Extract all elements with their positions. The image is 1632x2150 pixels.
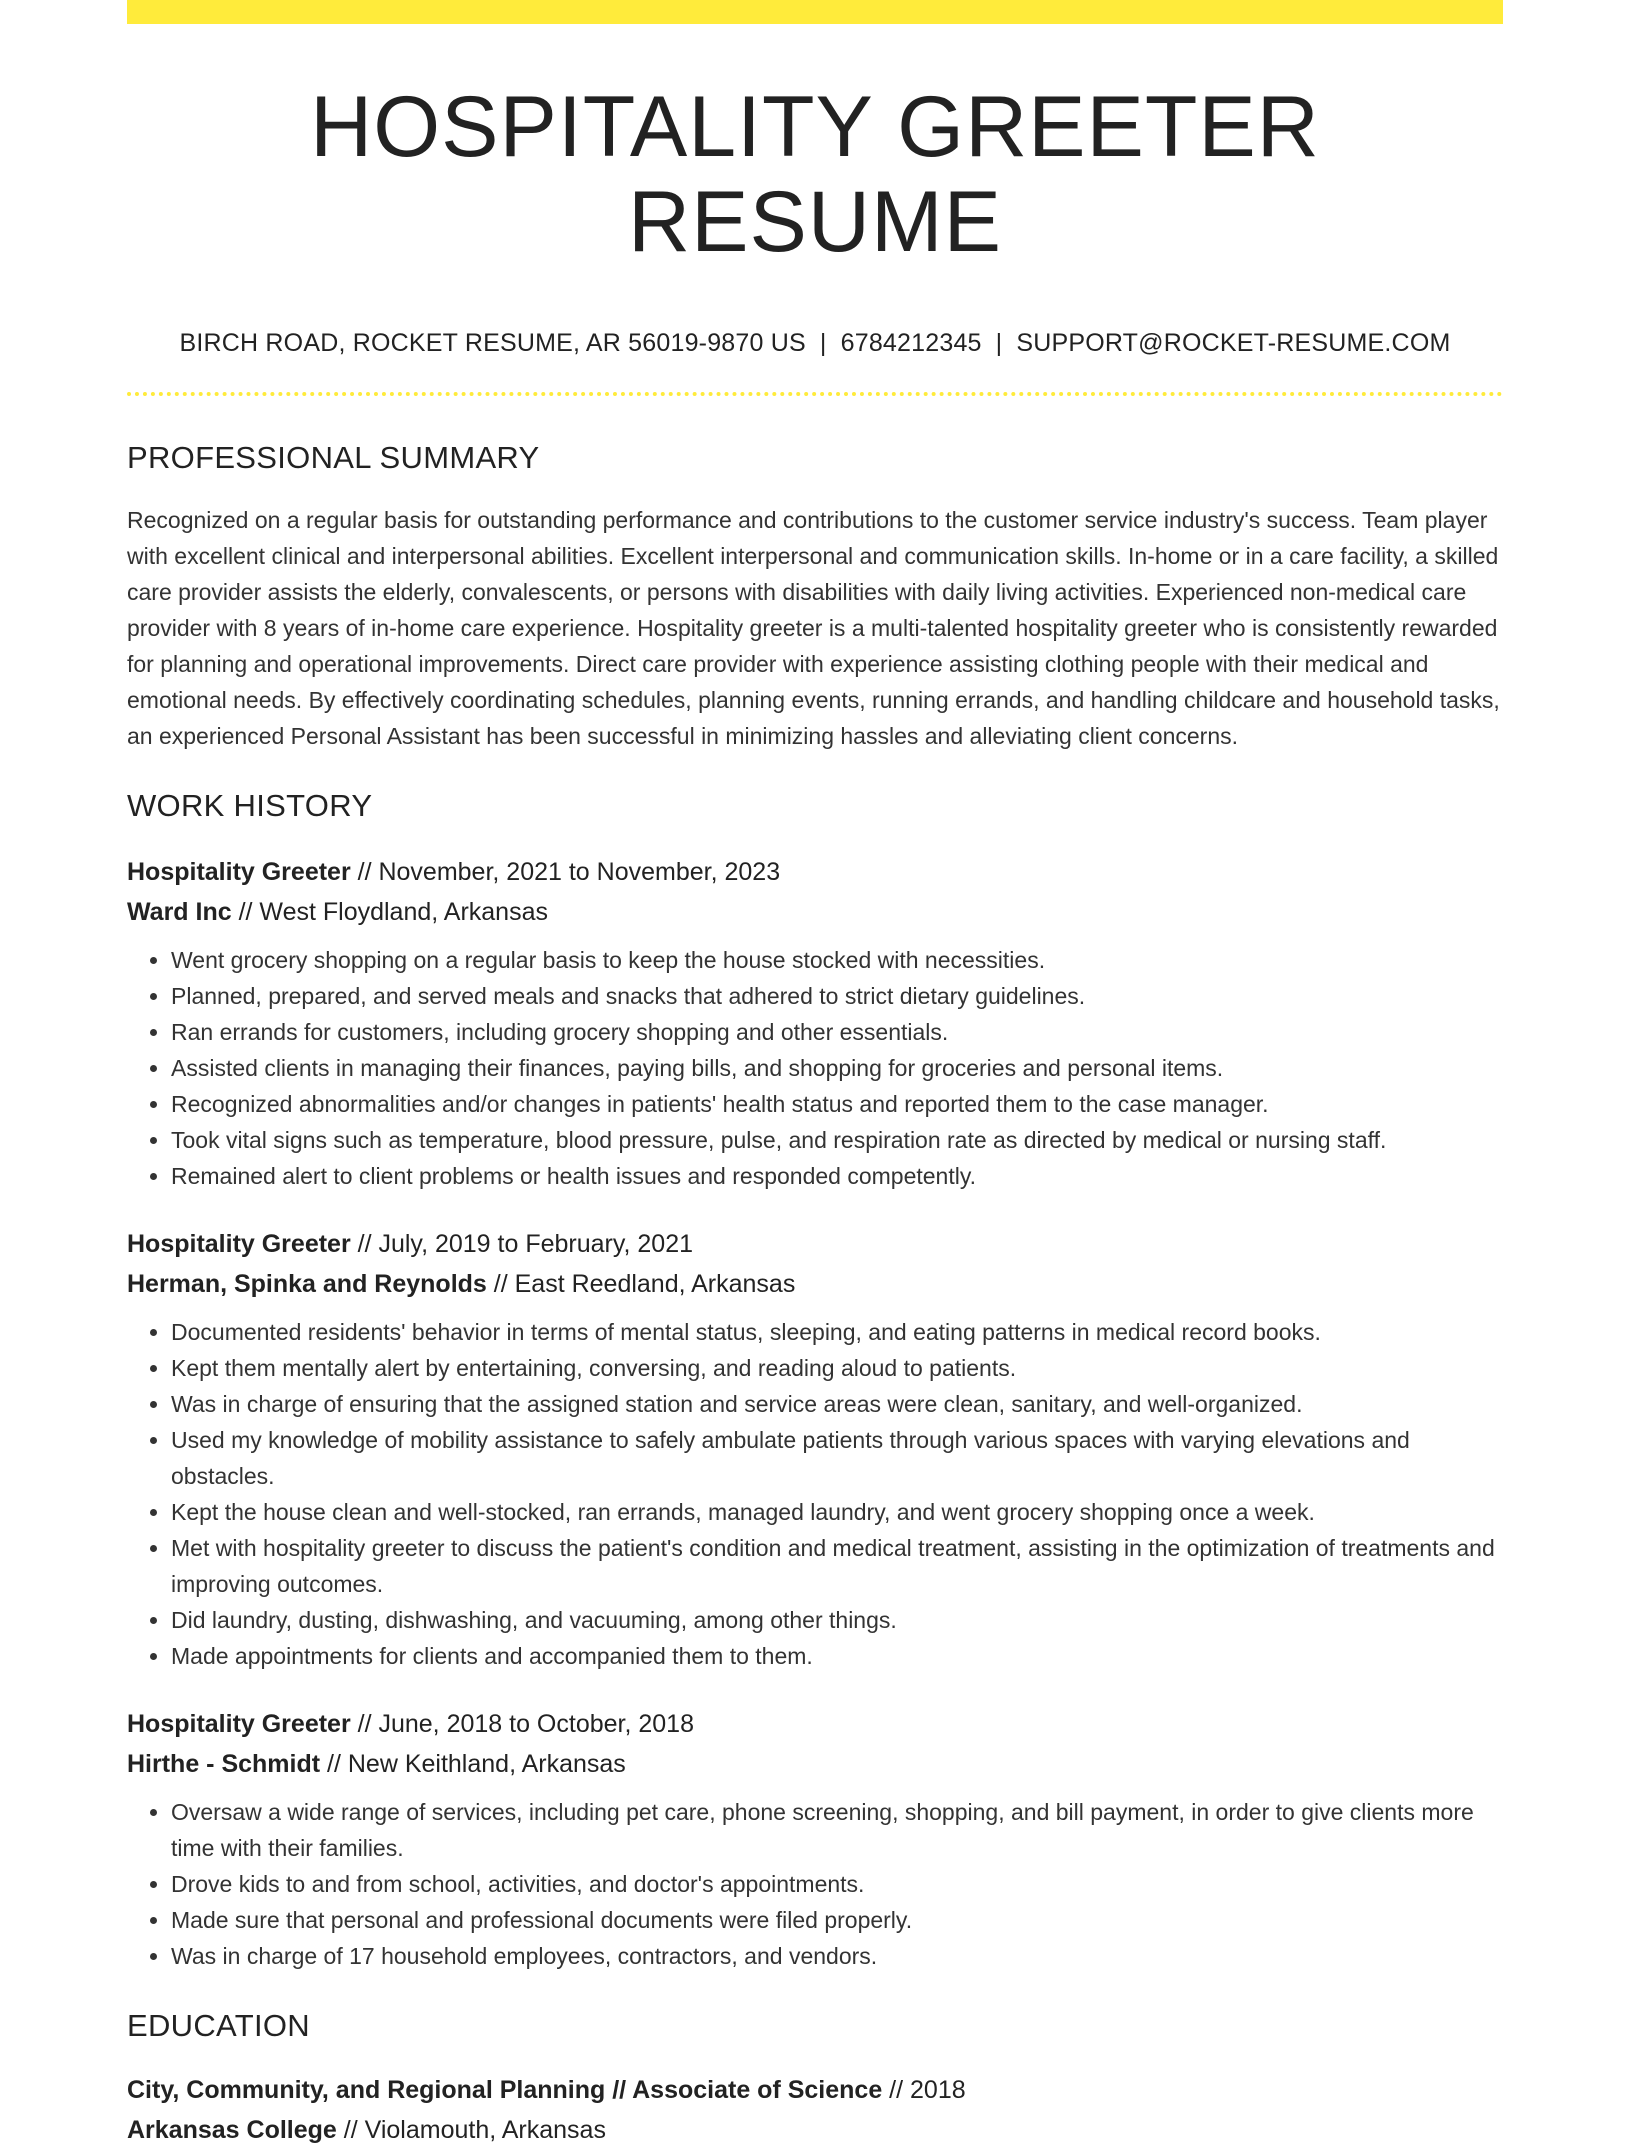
job-company: Ward Inc <box>127 898 232 927</box>
contact-email: SUPPORT@ROCKET-RESUME.COM <box>1016 329 1451 358</box>
duty-item: • Drove kids to and from school, activities, and doctor's appointments. <box>171 1866 1503 1902</box>
education-degree: City, Community, and Regional Planning // Associate of Science <box>127 2076 883 2105</box>
resume-title: HOSPITALITY GREETER RESUME <box>310 79 1320 270</box>
duty-item: • Made sure that personal and professional documents were filed properly. <box>171 1902 1503 1938</box>
job-title-line <box>127 852 1503 892</box>
summary-heading: PROFESSIONAL SUMMARY <box>127 440 540 476</box>
job-company: Herman, Spinka and Reynolds <box>127 1270 487 1299</box>
duty-item: • Recognized abnormalities and/or changes in patients' health status and reported them to the case manager. <box>171 1086 1503 1122</box>
duty-item: • Remained alert to client problems or health issues and responded competently. <box>171 1158 1503 1194</box>
job-company: Hirthe - Schmidt <box>127 1750 321 1779</box>
duty-item: • Kept them mentally alert by entertaining, conversing, and reading aloud to patients. <box>171 1350 1503 1386</box>
job-dates: // November, 2021 to November, 2023 <box>350 858 781 887</box>
duty-item: • Was in charge of ensuring that the assigned station and service areas were clean, sanitary, and well-organized. <box>171 1386 1503 1422</box>
duty-item: • Ran errands for customers, including grocery shopping and other essentials. <box>171 1014 1503 1050</box>
job-duties <box>127 1794 1503 1974</box>
summary-paragraph: Recognized on a regular basis for outstanding performance and contributions to the customer service industry's success. Team player with excellent clinical and interpersonal abilities. Excellent interpersonal and communication skills. In-home or in a care facility, a skilled care provider assists the elderly, convalescents, or persons with disabilities with daily living activities. Experienced non-medical care provider with 8 years of in-home care experience. Hospitality greeter is a multi-talented hospitality greeter who is consistently rewarded for planning and operational improvements. Direct care provider with experience assisting clothing people with their medical and emotional needs. By effectively coordinating schedules, planning events, running errands, and handling childcare and household tasks, an experienced Personal Assistant has been successful in minimizing hassles and alleviating client concerns. <box>127 507 1500 750</box>
accent-top-bar <box>127 0 1503 24</box>
job-dates: // July, 2019 to February, 2021 <box>350 1230 694 1259</box>
work-history-heading: WORK HISTORY <box>127 788 373 824</box>
duty-item: • Oversaw a wide range of services, including pet care, phone screening, shopping, and bill payment, in order to give clients more time with their families. <box>171 1794 1503 1866</box>
job-duties <box>127 1314 1503 1674</box>
duty-item: • Documented residents' behavior in terms of mental status, sleeping, and eating patterns in medical record books. <box>171 1314 1503 1350</box>
job-title-line <box>127 1224 1503 1264</box>
education-entry <box>127 2070 1503 2150</box>
dotted-divider <box>127 392 1503 396</box>
duty-item: • Was in charge of 17 household employees, contractors, and vendors. <box>171 1938 1503 1974</box>
education-location: // Violamouth, Arkansas <box>336 2116 606 2145</box>
job-location: // East Reedland, Arkansas <box>486 1270 796 1299</box>
job-role: Hospitality Greeter <box>127 1710 351 1739</box>
education-school-line <box>127 2110 1503 2150</box>
duty-item: • Did laundry, dusting, dishwashing, and vacuuming, among other things. <box>171 1602 1503 1638</box>
job-entry <box>127 1704 1503 1974</box>
contact-address: BIRCH ROAD, ROCKET RESUME, AR 56019-9870 US <box>179 329 806 358</box>
job-role: Hospitality Greeter <box>127 1230 351 1259</box>
job-location: // West Floydland, Arkansas <box>231 898 548 927</box>
duty-item: • Used my knowledge of mobility assistance to safely ambulate patients through various spaces with varying elevations and obstacles. <box>171 1422 1503 1494</box>
job-dates: // June, 2018 to October, 2018 <box>350 1710 694 1739</box>
job-duties <box>127 942 1503 1194</box>
duty-item: • Kept the house clean and well-stocked, ran errands, managed laundry, and went grocery shopping once a week. <box>171 1494 1503 1530</box>
duty-item: • Went grocery shopping on a regular basis to keep the house stocked with necessities. <box>171 942 1503 978</box>
duty-item: • Met with hospitality greeter to discuss the patient's condition and medical treatment, assisting in the optimization of treatments and improving outcomes. <box>171 1530 1503 1602</box>
resume-page <box>127 0 1503 2150</box>
job-title-line <box>127 1704 1503 1744</box>
job-entry <box>127 852 1503 1194</box>
contact-separator: | <box>819 329 827 358</box>
contact-separator: | <box>995 329 1003 358</box>
job-entry <box>127 1224 1503 1674</box>
education-heading: EDUCATION <box>127 2008 310 2044</box>
work-history-list <box>127 852 1503 1974</box>
contact-line <box>127 329 1503 358</box>
education-school: Arkansas College <box>127 2116 337 2145</box>
job-company-line <box>127 892 1503 932</box>
job-location: // New Keithland, Arkansas <box>320 1750 626 1779</box>
duty-item: • Took vital signs such as temperature, blood pressure, pulse, and respiration rate as directed by medical or nursing staff. <box>171 1122 1503 1158</box>
duty-item: • Assisted clients in managing their finances, paying bills, and shopping for groceries and personal items. <box>171 1050 1503 1086</box>
job-company-line <box>127 1264 1503 1304</box>
education-year: // 2018 <box>882 2076 966 2105</box>
contact-phone: 6784212345 <box>840 329 982 358</box>
duty-item: • Made appointments for clients and accompanied them to them. <box>171 1638 1503 1674</box>
job-role: Hospitality Greeter <box>127 858 351 887</box>
education-degree-line <box>127 2070 1503 2110</box>
job-company-line <box>127 1744 1503 1784</box>
duty-item: • Planned, prepared, and served meals and snacks that adhered to strict dietary guidelines. <box>171 978 1503 1014</box>
